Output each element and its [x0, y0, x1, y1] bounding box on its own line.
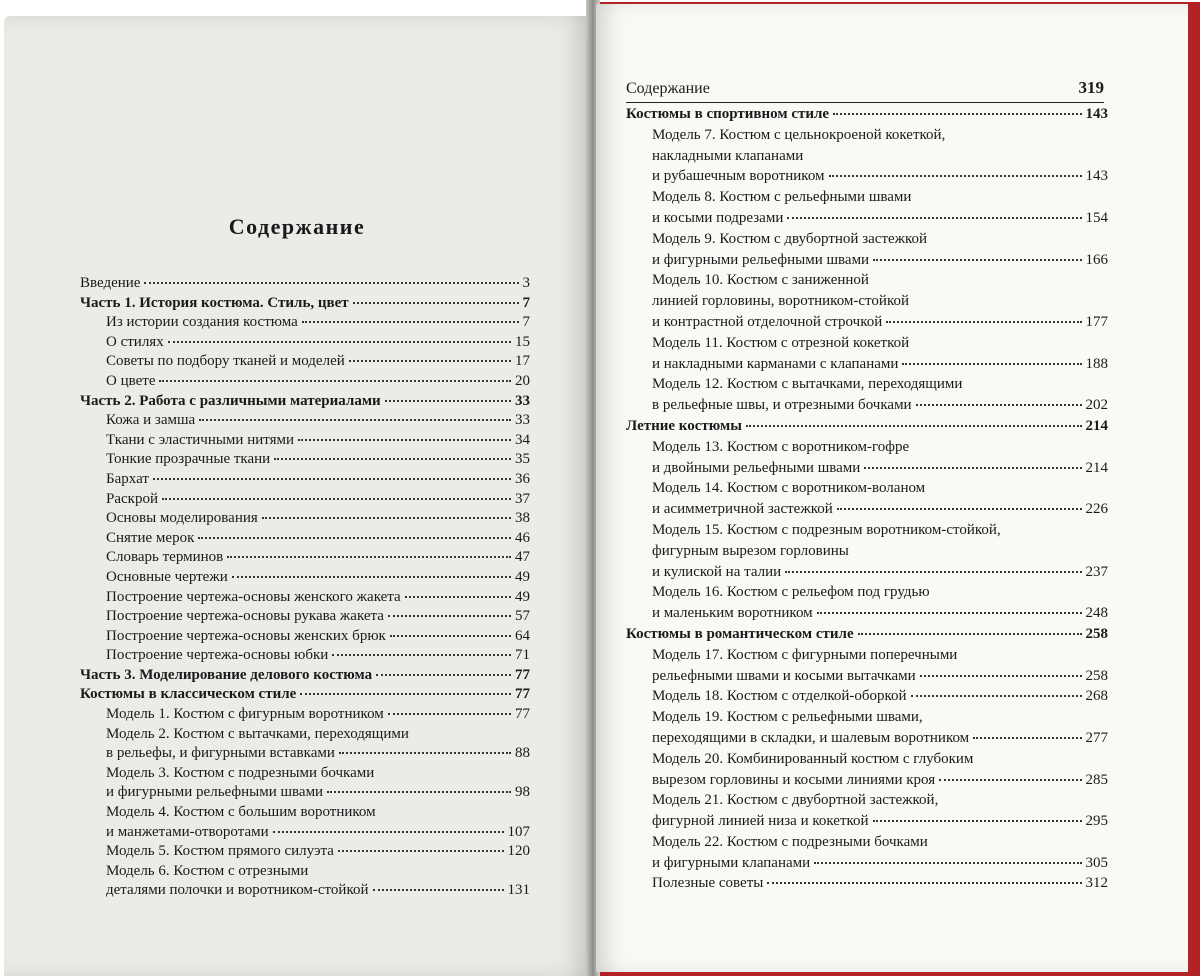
toc-entry-text: Полезные советы: [652, 875, 764, 892]
toc-entry-text: Ткани с эластичными нитями: [106, 431, 295, 448]
dot-leader: [837, 508, 1082, 510]
dot-leader: [353, 302, 519, 304]
toc-entry: [80, 646, 530, 666]
toc-entry-text: О стилях: [106, 333, 164, 350]
toc-entry-text: в рельефные швы, и отрезными бочками: [652, 397, 912, 414]
toc-page-number: 7: [522, 294, 530, 311]
dot-leader: [873, 820, 1082, 822]
dot-leader: [814, 862, 1081, 864]
toc-page-number: 177: [1085, 313, 1108, 330]
toc-page-number: 20: [515, 372, 530, 389]
toc-entry-text: Построение чертежа-основы рукава жакета: [106, 608, 384, 625]
toc-page-number: 33: [515, 412, 530, 429]
toc-page-number: 71: [515, 647, 530, 664]
page-title: Содержание: [228, 214, 366, 239]
dot-leader: [302, 321, 519, 323]
toc-page-number: 237: [1085, 563, 1108, 580]
toc-page-number: 258: [1085, 625, 1108, 642]
toc-page-number: 295: [1085, 813, 1108, 830]
page-number: 319: [1078, 78, 1104, 97]
dot-leader: [338, 850, 504, 852]
table-of-contents: [80, 274, 530, 901]
toc-entry-text: и манжетами-отворотами: [106, 823, 269, 840]
dot-leader: [327, 791, 511, 793]
toc-entry: [626, 749, 1108, 791]
dot-leader: [385, 400, 511, 402]
toc-entry-text: Модель 13. Костюм с воротником-гофре: [652, 438, 910, 455]
toc-entry-text: Модель 22. Костюм с подрезными бочками: [652, 833, 928, 850]
toc-entry-text: Модель 2. Костюм с вытачками, переходящими: [106, 725, 409, 742]
toc-page-number: 34: [515, 431, 530, 448]
dot-leader: [144, 282, 518, 284]
toc-page-number: 37: [515, 490, 530, 507]
toc-page-number: 36: [515, 470, 530, 487]
toc-entry-text: Модель 10. Костюм с заниженной: [652, 272, 869, 289]
toc-entry: [80, 352, 530, 372]
toc-entry-text: Построение чертежа-основы женского жакета: [106, 588, 401, 605]
table-of-contents: [626, 104, 1108, 894]
toc-page-number: 202: [1085, 397, 1108, 414]
dot-leader: [858, 633, 1082, 635]
toc-entry: [80, 372, 530, 392]
toc-entry-text: деталями полочки и воротником-стойкой: [106, 882, 369, 899]
toc-entry-text: Построение чертежа-основы юбки: [106, 647, 329, 664]
toc-page-number: 312: [1085, 875, 1108, 892]
dot-leader: [159, 380, 511, 382]
dot-leader: [886, 321, 1081, 323]
toc-entry: [80, 568, 530, 588]
toc-entry-text: накладными клапанами: [652, 147, 804, 164]
dot-leader: [339, 752, 511, 754]
dot-leader: [767, 882, 1081, 884]
toc-entry-text: и кулиской на талии: [652, 563, 782, 580]
toc-entry-text: О цвете: [106, 372, 156, 389]
toc-entry-text: и фигурными клапанами: [652, 854, 811, 871]
dot-leader: [227, 556, 511, 558]
toc-entry: [80, 607, 530, 627]
toc-entry: [80, 274, 530, 294]
dot-leader: [817, 612, 1082, 614]
toc-page-number: 154: [1085, 209, 1108, 226]
toc-entry-text: Советы по подбору тканей и моделей: [106, 353, 345, 370]
toc-entry-text: и косыми подрезами: [652, 209, 784, 226]
toc-entry-text: линией горловины, воротником-стойкой: [652, 293, 909, 310]
dot-leader: [273, 831, 504, 833]
toc-page-number: 88: [515, 745, 530, 762]
toc-entry-text: Модель 7. Костюм с цельнокроеной кокеткой,: [652, 126, 946, 143]
toc-entry-text: вырезом горловины и косыми линиями кроя: [652, 771, 936, 788]
toc-entry: [80, 627, 530, 647]
toc-page-number: 166: [1085, 251, 1108, 268]
dot-leader: [300, 693, 511, 695]
toc-entry-text: и рубашечным воротником: [652, 168, 825, 185]
dot-leader: [388, 615, 511, 617]
toc-entry-text: Модель 5. Костюм прямого силуэта: [106, 843, 334, 860]
dot-leader: [153, 478, 511, 480]
toc-entry: [626, 125, 1108, 187]
dot-leader: [785, 571, 1081, 573]
running-header-title: Содержание: [626, 80, 710, 97]
toc-entry-text: Модель 1. Костюм с фигурным воротником: [106, 706, 384, 723]
dot-leader: [920, 675, 1082, 677]
toc-entry: [626, 333, 1108, 375]
toc-entry: [80, 333, 530, 353]
dot-leader: [390, 635, 511, 637]
toc-entry: [80, 862, 530, 901]
toc-page-number: 214: [1085, 459, 1108, 476]
dot-leader: [916, 404, 1082, 406]
toc-entry: [80, 509, 530, 529]
toc-entry-text: Модель 20. Комбинированный костюм с глубоким: [652, 750, 974, 767]
dot-leader: [746, 425, 1082, 427]
toc-page-number: 46: [515, 529, 530, 546]
toc-entry-text: Модель 11. Костюм с отрезной кокеткой: [652, 334, 910, 351]
dot-leader: [973, 737, 1081, 739]
toc-page-number: 98: [515, 784, 530, 801]
toc-entry-text: Основные чертежи: [106, 568, 228, 585]
toc-page-number: 35: [515, 451, 530, 468]
toc-entry-text: Тонкие прозрачные ткани: [106, 451, 271, 468]
toc-entry-text: Модель 8. Костюм с рельефными швами: [652, 189, 912, 206]
toc-entry-text: фигурным вырезом горловины: [652, 542, 849, 559]
book-cover-edge: [1186, 2, 1200, 974]
toc-entry: [80, 803, 530, 842]
toc-entry-text: Основы моделирования: [106, 510, 258, 527]
toc-entry-text: Построение чертежа-основы женских брюк: [106, 627, 386, 644]
toc-entry: [80, 450, 530, 470]
toc-entry-text: Модель 14. Костюм с воротником-воланом: [652, 480, 926, 497]
toc-entry-text: Модель 6. Костюм с отрезными: [106, 862, 309, 879]
toc-entry-text: и асимметричной застежкой: [652, 501, 833, 518]
toc-entry-text: Кожа и замша: [106, 412, 196, 429]
toc-entry-text: и накладными карманами с клапанами: [652, 355, 899, 372]
toc-entry: [626, 187, 1108, 229]
toc-page-number: 248: [1085, 605, 1108, 622]
toc-entry: [626, 374, 1108, 416]
toc-entry-text: Бархат: [106, 470, 149, 487]
toc-entry-text: Костюмы в спортивном стиле: [626, 106, 830, 122]
toc-entry: [80, 548, 530, 568]
toc-page-number: 64: [515, 627, 530, 644]
toc-entry: [626, 437, 1108, 479]
dot-leader: [787, 217, 1081, 219]
toc-entry-text: Часть 1. История костюма. Стиль, цвет: [80, 294, 349, 311]
dot-leader: [829, 175, 1082, 177]
toc-entry-text: и фигурными рельефными швами: [106, 784, 324, 801]
toc-entry: [80, 705, 530, 725]
right-page: [596, 4, 1188, 972]
dot-leader: [376, 674, 511, 676]
running-header: [626, 76, 1104, 103]
toc-page-number: 77: [515, 686, 530, 703]
dot-leader: [373, 889, 504, 891]
toc-entry-text: Модель 17. Костюм с фигурными поперечными: [652, 646, 958, 663]
toc-page-number: 17: [515, 353, 530, 370]
toc-entry-text: Модель 3. Костюм с подрезными бочками: [106, 764, 375, 781]
toc-entry: [80, 764, 530, 803]
toc-entry-text: Введение: [80, 275, 141, 291]
toc-entry: [80, 294, 530, 314]
dot-leader: [298, 439, 511, 441]
toc-page-number: 120: [507, 843, 530, 860]
dot-leader: [162, 498, 511, 500]
toc-entry-text: Снятие мерок: [106, 529, 195, 546]
toc-entry-text: и двойными рельефными швами: [652, 459, 861, 476]
toc-entry: [626, 229, 1108, 271]
toc-entry: [80, 313, 530, 333]
toc-entry: [80, 666, 530, 686]
toc-entry: [626, 832, 1108, 874]
toc-entry-text: Модель 12. Костюм с вытачками, переходящими: [652, 376, 963, 393]
toc-entry-text: Модель 9. Костюм с двубортной застежкой: [652, 230, 928, 247]
toc-entry: [626, 582, 1108, 624]
toc-entry-text: Из истории создания костюма: [106, 314, 298, 331]
dot-leader: [198, 537, 511, 539]
toc-entry-text: Модель 19. Костюм с рельефными швами,: [652, 709, 923, 726]
toc-page-number: 7: [522, 314, 530, 331]
dot-leader: [199, 419, 511, 421]
dot-leader: [939, 779, 1081, 781]
toc-entry-text: Модель 16. Костюм с рельефом под грудью: [652, 584, 930, 601]
dot-leader: [274, 458, 511, 460]
toc-entry-text: Часть 3. Моделирование делового костюма: [80, 666, 373, 683]
dot-leader: [911, 695, 1082, 697]
toc-page-number: 305: [1085, 854, 1108, 871]
toc-page-number: 77: [515, 666, 530, 683]
toc-entry-text: Модель 18. Костюм с отделкой-оборкой: [652, 688, 907, 705]
toc-entry: [80, 842, 530, 862]
toc-page-number: 143: [1085, 106, 1108, 122]
toc-entry-text: и контрастной отделочной строчкой: [652, 313, 883, 330]
toc-page-number: 49: [515, 588, 530, 605]
toc-page-number: 107: [507, 823, 530, 840]
toc-page-number: 131: [507, 882, 530, 899]
dot-leader: [405, 596, 511, 598]
toc-entry: [626, 624, 1108, 645]
toc-entry-text: в рельефы, и фигурными вставками: [106, 745, 335, 762]
toc-entry: [80, 392, 530, 412]
toc-page-number: 143: [1085, 168, 1108, 185]
toc-entry: [626, 707, 1108, 749]
dot-leader: [332, 654, 511, 656]
toc-entry-text: фигурной линией низа и кокеткой: [652, 813, 869, 830]
toc-entry-text: Модель 4. Костюм с большим воротником: [106, 804, 376, 821]
toc-entry: [80, 725, 530, 764]
dot-leader: [864, 467, 1081, 469]
toc-entry: [626, 686, 1108, 707]
toc-entry: [80, 411, 530, 431]
toc-entry-text: переходящими в складки, и шалевым воротником: [652, 729, 970, 746]
left-page: [4, 16, 590, 976]
toc-entry: [626, 520, 1108, 582]
toc-entry: [626, 104, 1108, 125]
toc-page-number: 15: [515, 333, 530, 350]
dot-leader: [833, 113, 1081, 115]
toc-entry-text: Костюмы в романтическом стиле: [626, 625, 854, 642]
toc-entry-text: Костюмы в классическом стиле: [80, 686, 297, 703]
toc-page-number: 226: [1085, 501, 1108, 518]
toc-page-number: 47: [515, 549, 530, 566]
toc-entry-text: Модель 15. Костюм с подрезным воротником-стойкой,: [652, 521, 1001, 538]
toc-page-number: 38: [515, 510, 530, 527]
toc-page-number: 277: [1085, 729, 1108, 746]
toc-entry: [80, 490, 530, 510]
toc-entry: [626, 270, 1108, 332]
toc-entry: [626, 873, 1108, 894]
toc-page-number: 57: [515, 608, 530, 625]
toc-entry-text: Летние костюмы: [626, 417, 742, 434]
dot-leader: [168, 341, 511, 343]
toc-entry: [626, 790, 1108, 832]
toc-page-number: 258: [1085, 667, 1108, 684]
dot-leader: [873, 259, 1081, 261]
toc-entry-text: рельефными швами и косыми вытачками: [652, 667, 916, 684]
dot-leader: [349, 360, 511, 362]
toc-page-number: 33: [515, 392, 530, 409]
toc-entry-text: Модель 21. Костюм с двубортной застежкой,: [652, 792, 939, 809]
toc-entry: [626, 478, 1108, 520]
toc-entry: [80, 588, 530, 608]
toc-page-number: 285: [1085, 771, 1108, 788]
toc-entry: [80, 685, 530, 705]
toc-entry-text: Словарь терминов: [106, 549, 224, 566]
toc-entry: [80, 431, 530, 451]
toc-entry: [626, 645, 1108, 687]
toc-entry-text: Часть 2. Работа с различными материалами: [80, 392, 381, 409]
toc-page-number: 77: [515, 706, 530, 723]
toc-page-number: 214: [1085, 417, 1108, 434]
toc-entry: [80, 470, 530, 490]
toc-page-number: 188: [1085, 355, 1108, 372]
toc-entry: [80, 529, 530, 549]
toc-page-number: 268: [1085, 688, 1108, 705]
dot-leader: [262, 517, 511, 519]
toc-entry: [626, 416, 1108, 437]
toc-entry-text: и фигурными рельефными швами: [652, 251, 870, 268]
dot-leader: [388, 713, 511, 715]
dot-leader: [902, 363, 1081, 365]
toc-entry-text: Раскрой: [106, 490, 158, 507]
toc-page-number: 49: [515, 568, 530, 585]
toc-page-number: 3: [522, 275, 530, 291]
toc-entry-text: и маленьким воротником: [652, 605, 813, 622]
dot-leader: [232, 576, 511, 578]
